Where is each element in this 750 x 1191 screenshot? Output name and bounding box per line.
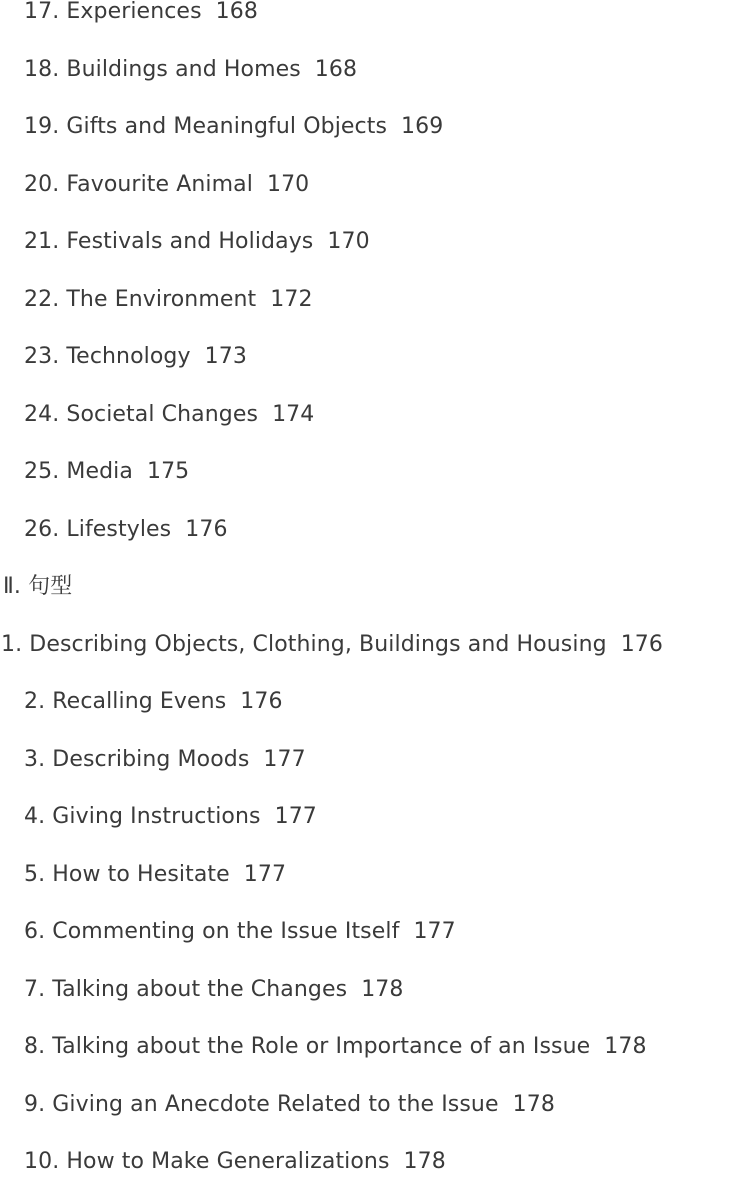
toc-entry-label: 5. How to Hesitate: [24, 861, 230, 887]
toc-entry[interactable]: [0, 788, 750, 846]
toc-entry[interactable]: [0, 1018, 750, 1076]
toc-entry[interactable]: [0, 386, 750, 444]
toc-entry-page: 168: [314, 56, 358, 82]
toc-entry-page: 174: [272, 401, 315, 427]
toc-entry-label: 10. How to Make Generalizations: [24, 1149, 390, 1174]
toc-entry-page: 170: [327, 229, 370, 254]
toc-entry-page: 176: [185, 516, 228, 542]
toc-entry[interactable]: [0, 846, 750, 904]
toc-entry-label: 21. Festivals and Holidays: [24, 229, 314, 254]
toc-entry[interactable]: [0, 41, 750, 99]
toc-entry-page: 177: [243, 861, 287, 887]
toc-entry-label: 19. Gifts and Meaningful Objects: [24, 114, 388, 139]
toc-entry-label: 2. Recalling Evens: [24, 689, 227, 714]
toc-entry[interactable]: [0, 213, 750, 271]
toc-entry-page: 178: [361, 976, 404, 1002]
toc-entry-page: 173: [204, 344, 247, 369]
toc-entry-label: 25. Media: [24, 459, 133, 484]
toc-entry-page: 177: [274, 804, 317, 829]
toc-entry[interactable]: [0, 616, 750, 674]
toc-entry-label: 6. Commenting on the Issue Itself: [24, 919, 400, 944]
toc-entry-page: 177: [413, 919, 456, 944]
toc-entry-page: 176: [240, 689, 283, 714]
toc-entry[interactable]: [0, 731, 750, 789]
toc-entry[interactable]: [0, 156, 750, 214]
toc-entry-label: 23. Technology: [24, 344, 191, 369]
toc-entry-label: 7. Talking about the Changes: [24, 976, 348, 1002]
toc-entry[interactable]: [0, 328, 750, 386]
toc-entry-page: 178: [512, 1091, 555, 1117]
toc-entry[interactable]: [0, 0, 750, 41]
toc-entry[interactable]: [0, 443, 750, 501]
toc-entry-label: 20. Favourite Animal: [24, 171, 253, 197]
toc-entry-label: 9. Giving an Anecdote Related to the Issue: [24, 1091, 499, 1117]
toc-entry-label: 1. Describing Objects, Clothing, Buildings and Housing: [1, 631, 607, 657]
toc-entry[interactable]: [0, 961, 750, 1019]
toc-entry-page: 168: [215, 0, 258, 24]
toc-entry[interactable]: [0, 271, 750, 329]
toc-entry-page: 172: [270, 286, 313, 312]
toc-entry-label: 3. Describing Moods: [24, 746, 250, 772]
toc-entry-page: 178: [403, 1149, 446, 1174]
toc-entry-page: 170: [266, 171, 310, 197]
toc-entry-page: 178: [604, 1034, 647, 1059]
toc-entry[interactable]: [0, 673, 750, 731]
toc-entry-label: 26. Lifestyles: [24, 516, 172, 542]
toc-entry-label: 17. Experiences: [24, 0, 202, 24]
toc-entry-page: 177: [263, 746, 306, 772]
toc-entry-label: 22. The Environment: [24, 286, 257, 312]
toc-entry[interactable]: [0, 98, 750, 156]
section-heading[interactable]: Ⅱ. 句型: [3, 574, 73, 599]
toc-entry-label: 18. Buildings and Homes: [24, 56, 301, 82]
toc-entry[interactable]: [0, 501, 750, 559]
toc-entry[interactable]: [0, 903, 750, 961]
toc-entry[interactable]: [0, 1076, 750, 1134]
toc-entry[interactable]: [0, 1133, 750, 1191]
toc-entry-label: 24. Societal Changes: [24, 401, 259, 427]
toc-entry-label: 4. Giving Instructions: [24, 804, 261, 829]
toc-entry-page: 169: [401, 114, 444, 139]
toc-entry-page: 176: [620, 631, 663, 657]
toc-entry-page: 175: [146, 459, 190, 484]
toc-entry-label: 8. Talking about the Role or Importance of an Issue: [24, 1034, 591, 1059]
